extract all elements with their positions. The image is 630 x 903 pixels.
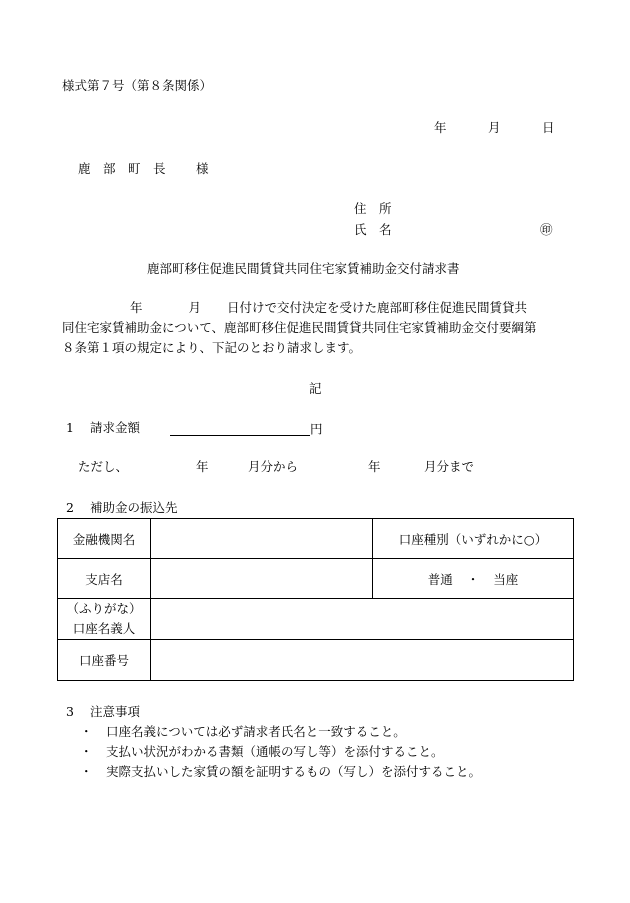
branch-label: 支店名: [58, 559, 151, 599]
body-line-2: 同住宅家賃補助金について、鹿部町移住促進民間賃貸共同住宅家賃補助金交付要綱第: [62, 320, 537, 335]
note-bullet: ・: [80, 764, 93, 779]
address-label: 住 所: [354, 201, 392, 216]
table-row: [58, 559, 574, 599]
document-title: 鹿部町移住促進民間賃貸共同住宅家賃補助金交付請求書: [147, 261, 460, 276]
note-bullet: ・: [80, 744, 93, 759]
name-label: 氏 名: [354, 222, 392, 237]
account-number-label: 口座番号: [58, 640, 151, 681]
section1-number: 1: [66, 420, 74, 435]
note-item-1: 口座名義については必ず請求者氏名と一致すること。: [106, 724, 406, 739]
seal-mark: ㊞: [540, 222, 553, 237]
body-month: 月: [188, 300, 202, 315]
table-row: [58, 599, 574, 640]
date-day: 日: [542, 120, 555, 135]
bank-name-label: 金融機関名: [58, 519, 151, 559]
section2-label: 補助金の振込先: [90, 500, 178, 515]
bank-name-cell[interactable]: [151, 519, 373, 559]
furigana-label: （ふりがな）: [66, 601, 142, 616]
holder-label: [58, 599, 151, 640]
account-type-label: 口座種別（いずれかに○）: [373, 519, 574, 559]
branch-cell[interactable]: [151, 559, 373, 599]
addressee-name: 鹿 部 町 長: [78, 161, 166, 176]
table-row: [58, 640, 574, 681]
tadashi-label: ただし、: [78, 459, 129, 474]
body-line-1-text: 日付けで交付決定を受けた鹿部町移住促進民間賃貸共: [227, 300, 528, 315]
bank-account-table: [57, 518, 574, 681]
body-line-3: ８条第１項の規定により、下記のとおり請求します。: [62, 340, 362, 355]
amount-field[interactable]: [170, 422, 323, 436]
section2-number: 2: [66, 500, 74, 515]
body-paragraph: [62, 298, 572, 358]
form-number: 様式第７号（第８条関係）: [62, 78, 213, 93]
period-year-from: 年: [196, 459, 209, 474]
account-number-cell[interactable]: [151, 640, 574, 681]
amount-underline: [170, 422, 310, 436]
section1-label: 請求金額: [90, 420, 141, 435]
period-month-to: 月分まで: [424, 459, 475, 474]
note-bullet: ・: [80, 724, 93, 739]
period-month-from: 月分から: [248, 459, 299, 474]
holder-cell[interactable]: [151, 599, 574, 640]
table-row: [58, 519, 574, 559]
option-futsu[interactable]: 普通: [427, 571, 453, 587]
account-holder-label: 口座名義人: [72, 621, 136, 636]
amount-unit: 円: [310, 421, 323, 437]
section3-label: 注意事項: [90, 704, 141, 719]
date-year: 年: [434, 120, 447, 135]
account-type-options: [373, 559, 574, 599]
option-toza[interactable]: 当座: [493, 571, 519, 587]
addressee-honorific: 様: [196, 161, 209, 176]
note-item-2: 支払い状況がわかる書類（通帳の写し等）を添付すること。: [106, 744, 444, 759]
body-year: 年: [130, 300, 143, 315]
ki-heading: 記: [309, 381, 322, 396]
period-year-to: 年: [368, 459, 381, 474]
date-month: 月: [488, 120, 501, 135]
section3-number: 3: [66, 704, 74, 719]
note-item-3: 実際支払いした家賃の額を証明するもの（写し）を添付すること。: [106, 764, 482, 779]
option-separator: ・: [466, 571, 480, 587]
body-line-1: [62, 298, 572, 318]
